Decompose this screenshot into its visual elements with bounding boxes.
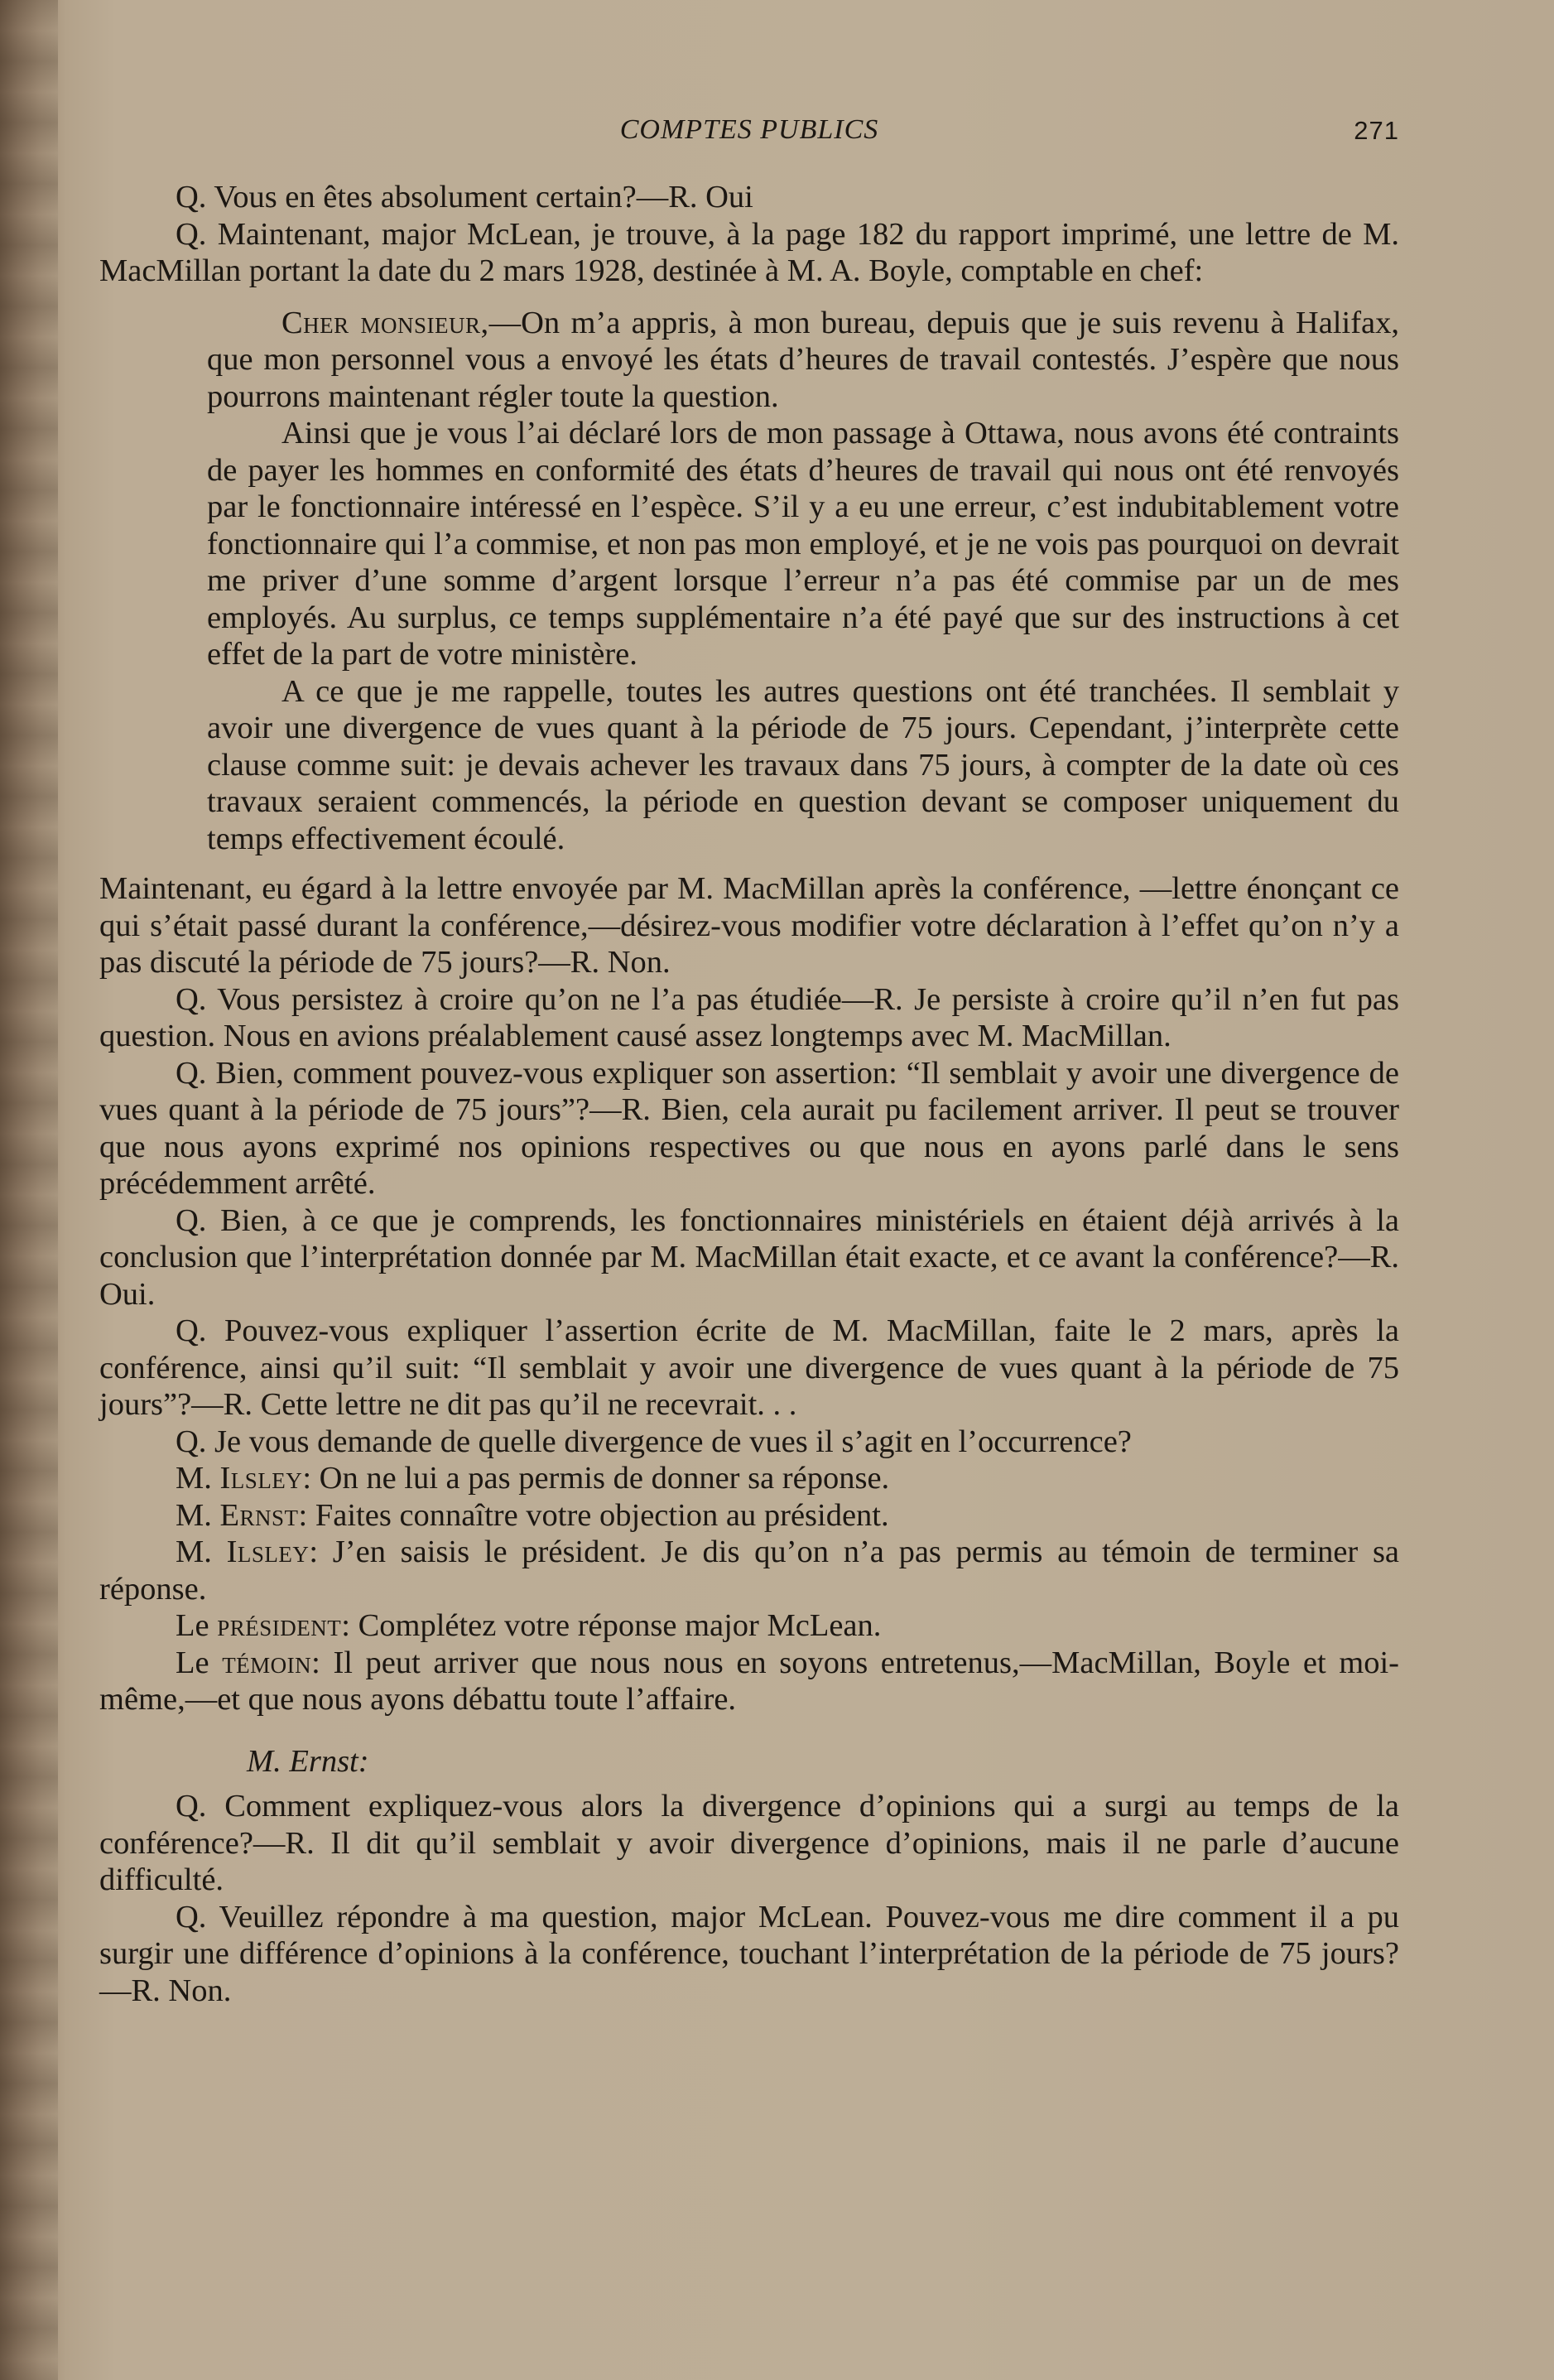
paragraph: Q. Pouvez-vous expliquer l’assertion écrite de M. MacMillan, faite le 2 mars, après la conférence, ainsi qu’il suit: “Il semblait y avoir une divergence de vues quant à la période de 75 jours”?—R. Cette lettre ne dit pas qu’il ne recevrait. . .: [99, 1313, 1399, 1422]
page-number: 271: [1354, 116, 1399, 145]
page-header: [99, 114, 1399, 152]
paragraph: Q. Bien, comment pouvez-vous expliquer son assertion: “Il semblait y avoir une divergence de vues quant à la période de 75 jours”?—R. Bien, cela aurait pu facilement arriver. Il peut se trouver que nous ayons exprimé nos opinions respectives ou que nous en ayons parlé dans le sens précédemment arrêté.: [99, 1055, 1399, 1201]
dialogue-line: [99, 1534, 1399, 1607]
paragraph: Q. Vous persistez à croire qu’on ne l’a pas étudiée—R. Je persiste à croire qu’il n’en fut pas question. Nous en avions préalablement causé assez longtemps avec M. MacMillan.: [99, 981, 1399, 1053]
dialogue-line: [99, 1497, 1399, 1534]
letter-paragraph: Ainsi que je vous l’ai déclaré lors de mon passage à Ottawa, nous avons été contraints de payer les hommes en conformité des états d’heures de travail qui nous ont été renvoyés par le fonctionnaire intéressé en l’espèce. S’il y a eu une erreur, c’est indubitablement votre fonctionnaire qui l’a commise, et non pas mon employé, et je ne vois pas pourquoi on devrait me priver d’une somme d’argent lorsque l’erreur n’a pas été commise par un de mes employés. Au surplus, ce temps supplémentaire n’a été payé que sur des instructions à cet effet de la part de votre ministère.: [207, 416, 1399, 672]
dialogue-line: [99, 1607, 1399, 1645]
speaker-name: témoin: [222, 1645, 312, 1680]
paragraph: Q. Comment expliquez-vous alors la divergence d’opinions qui a surgi au temps de la conférence?—R. Il dit qu’il semblait y avoir divergence d’opinions, mais il ne parle d’aucune difficulté.: [99, 1789, 1399, 1897]
speaker-prefix: Le: [176, 1608, 218, 1643]
letter-paragraph: [207, 305, 1399, 416]
speaker-prefix: M.: [176, 1534, 227, 1569]
quoted-letter: [207, 305, 1399, 858]
letter-text: —On m’a appris, à mon bureau, depuis que je suis revenu à Halifax, que mon personnel vous a envoyé les états d’heures de travail contestés. J’espère que nous pourrons maintenant régler toute la question.: [207, 305, 1399, 414]
body-text: [99, 179, 1399, 2009]
speaker-name: Ilsley: [226, 1534, 310, 1569]
paragraph: Q. Je vous demande de quelle divergence de vues il s’agit en l’occurrence?: [176, 1424, 1132, 1459]
letter-paragraph: A ce que je me rappelle, toutes les autres questions ont été tranchées. Il semblait y avoir une divergence de vues quant à la période de 75 jours. Cependant, j’interprète cette clause comme suit: je devais achever les travaux dans 75 jours, à compter de la date où ces travaux seraient commencés, la période en question devant se composer uniquement du temps effectivement écoulé.: [207, 673, 1399, 856]
letter-salutation: Cher monsieur,: [281, 305, 489, 340]
dialogue-text: : J’en saisis le président. Je dis qu’on n’a pas permis au témoin de terminer sa réponse.: [99, 1534, 1400, 1607]
dialogue-text: : Il peut arriver que nous nous en soyons entretenus,—MacMillan, Boyle et moi-même,—et que nous ayons débattu toute l’affaire.: [99, 1645, 1399, 1717]
paragraph: Q. Maintenant, major McLean, je trouve, à la page 182 du rapport imprimé, une lettre de M. MacMillan portant la date du 2 mars 1928, destinée à M. A. Boyle, comptable en chef:: [99, 216, 1399, 288]
dialogue-line: [99, 1460, 1399, 1497]
paragraph: Q. Bien, à ce que je comprends, les fonctionnaires ministériels en étaient déjà arrivés à la conclusion que l’interprétation donnée par M. MacMillan était exacte, et ce avant la conférence?—R. Oui.: [99, 1202, 1399, 1312]
dialogue-text: : Complétez votre réponse major McLean.: [341, 1608, 882, 1643]
paragraph: Q. Vous en êtes absolument certain?—R. Oui: [176, 180, 753, 214]
paragraph: Maintenant, eu égard à la lettre envoyée par M. MacMillan après la conférence, —lettre énonçant ce qui s’était passé durant la conférence,—désirez-vous modifier votre déclaration à l’effet qu’on n’y a pas discuté la période de 75 jours?—R. Non.: [99, 871, 1399, 980]
section-subheading: M. Ernst:: [247, 1743, 369, 1779]
speaker-prefix: M.: [176, 1497, 220, 1533]
speaker-prefix: Le: [176, 1645, 223, 1680]
speaker-prefix: M.: [176, 1461, 220, 1496]
page-binding-edge: [0, 0, 58, 2380]
speaker-name: Ilsley: [219, 1461, 303, 1496]
paragraph: Q. Veuillez répondre à ma question, major McLean. Pouvez-vous me dire comment il a pu surgir une différence d’opinions à la conférence, touchant l’interprétation de la période de 75 jours?—R. Non.: [99, 1899, 1399, 2008]
dialogue-text: : On ne lui a pas permis de donner sa réponse.: [302, 1461, 890, 1496]
dialogue-text: : Faites connaître votre objection au président.: [298, 1497, 889, 1533]
speaker-name: président: [217, 1608, 342, 1643]
dialogue-line: [99, 1645, 1399, 1718]
speaker-name: Ernst: [219, 1497, 299, 1533]
running-title: COMPTES PUBLICS: [619, 114, 879, 145]
